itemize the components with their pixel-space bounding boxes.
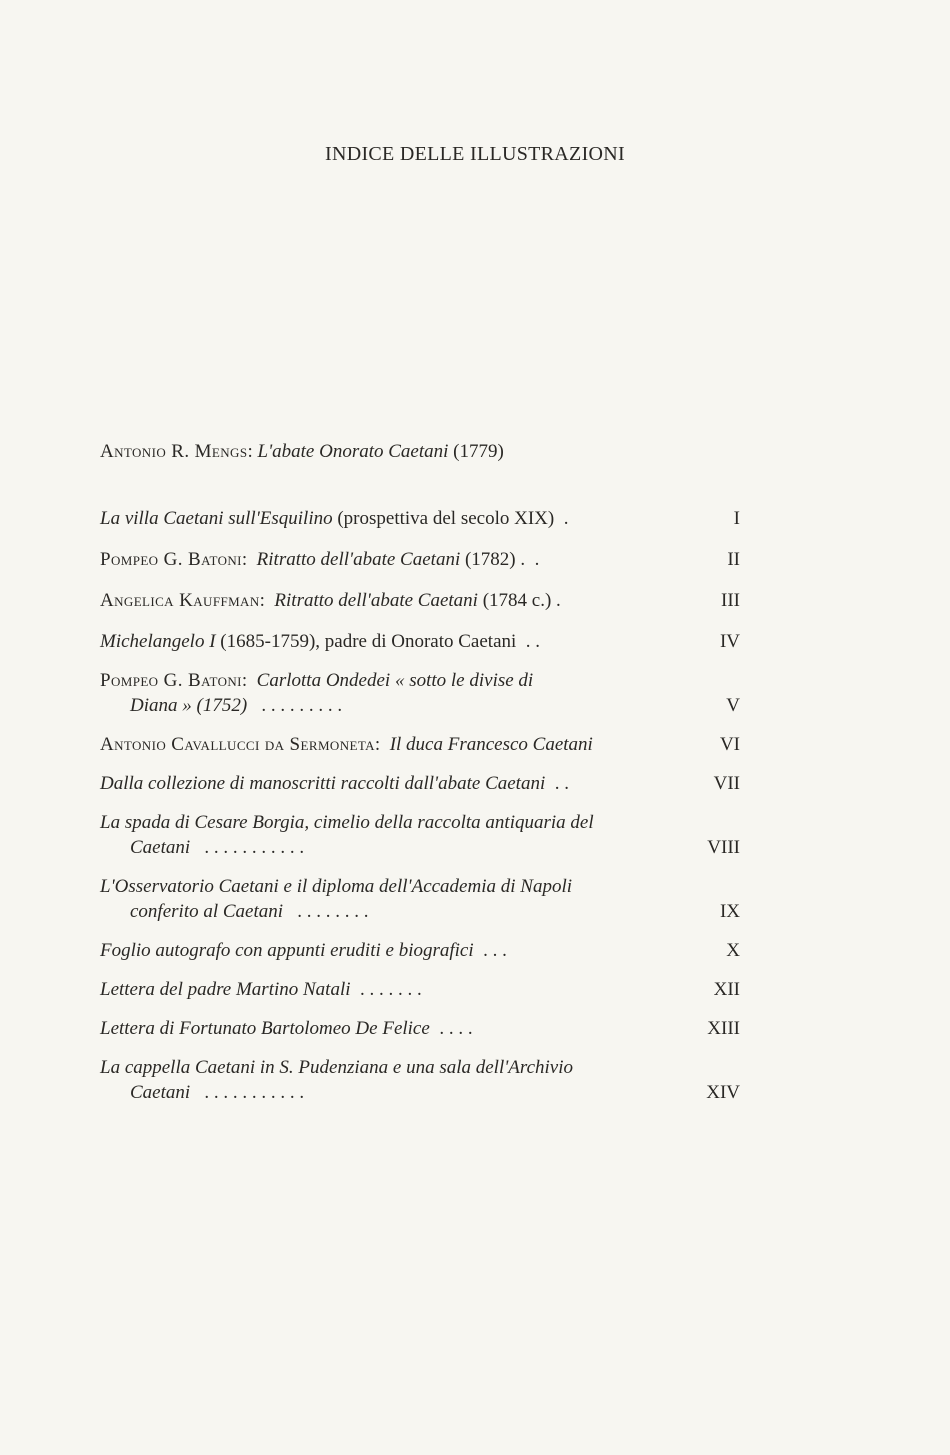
entry-continuation xyxy=(100,899,668,924)
list-item xyxy=(100,771,740,796)
entry-detail: (1685-1759), padre di Onorato Caetani xyxy=(220,631,517,652)
leader-dots: . . xyxy=(554,773,569,794)
entry-title: Ritratto dell'abate Caetani xyxy=(256,549,461,570)
plate-number: XIV xyxy=(706,1082,740,1103)
leader-dots: . . xyxy=(525,631,541,652)
entry-line: Pompeo G. Batoni: Carlotta Ondedei « sotto le divise di xyxy=(100,670,534,691)
plate-number: XIII xyxy=(707,1018,740,1039)
leader-dots: . xyxy=(534,549,540,570)
entry-detail: (1782) . xyxy=(464,549,526,570)
plate-number: I xyxy=(733,508,740,529)
list-item xyxy=(100,874,740,924)
frontispiece-separator: : xyxy=(247,441,253,462)
entry-line xyxy=(100,771,668,796)
entry-title: La villa Caetani sull'Esquilino xyxy=(100,508,333,529)
entry-title: Michelangelo I xyxy=(100,631,216,652)
entry-line xyxy=(100,1055,668,1080)
entry-author: Pompeo G. Batoni xyxy=(100,549,242,570)
frontispiece-caption xyxy=(100,440,740,464)
entry-continuation xyxy=(100,835,668,860)
entry-continuation-text: Caetani xyxy=(130,1082,191,1103)
entry-line xyxy=(100,506,668,531)
entry-continuation xyxy=(100,1080,668,1105)
entry-title: La cappella Caetani in S. Pudenziana e una sala dell'Archivio xyxy=(100,1057,574,1078)
plate-number: IV xyxy=(719,631,740,652)
leader-dots: . . . . xyxy=(439,1018,473,1039)
entry-line xyxy=(100,874,668,899)
leader-dots: . xyxy=(563,508,569,529)
entry-line xyxy=(100,810,668,835)
list-item xyxy=(100,668,740,718)
entry-title: Ritratto dell'abate Caetani xyxy=(274,590,478,611)
entry-title: Lettera del padre Martino Natali xyxy=(100,979,351,1000)
leader-dots: . . . . . . . . xyxy=(297,901,369,922)
entry-title: Carlotta Ondedei « sotto le divise di xyxy=(256,670,534,691)
plate-number: X xyxy=(726,940,740,961)
list-item xyxy=(100,1016,740,1041)
plate-number: XII xyxy=(713,979,740,1000)
entry-line xyxy=(100,977,668,1002)
leader-dots: . . . . . . . . . . . xyxy=(204,837,305,858)
entry-author: Angelica Kauffman xyxy=(100,590,260,611)
plate-number: VIII xyxy=(707,837,740,858)
entry-title: Foglio autografo con appunti eruditi e biografici xyxy=(100,940,474,961)
frontispiece-date: (1779) xyxy=(453,441,504,462)
entry-detail: (1784 c.) . xyxy=(482,590,561,611)
entry-author: Antonio Cavallucci da Sermoneta xyxy=(100,734,375,755)
entry-continuation xyxy=(100,693,668,718)
list-item xyxy=(100,506,740,531)
plate-number: VII xyxy=(713,773,740,794)
entry-line xyxy=(100,629,668,654)
entry-author: Pompeo G. Batoni xyxy=(100,670,242,691)
entry-title: Il duca Francesco Caetani xyxy=(389,734,593,755)
plate-number: II xyxy=(727,549,740,570)
list-item xyxy=(100,547,740,572)
entry-line xyxy=(100,938,668,963)
plate-number: VI xyxy=(719,734,740,755)
entry-line: Antonio Cavallucci da Sermoneta: Il duca Francesco Caetani xyxy=(100,734,593,755)
plate-number: IX xyxy=(719,901,740,922)
entry-title: Lettera di Fortunato Bartolomeo De Felice xyxy=(100,1018,430,1039)
entry-line: Angelica Kauffman: Ritratto dell'abate Caetani (1784 c.) . xyxy=(100,590,561,611)
plate-number: III xyxy=(721,590,740,611)
list-item xyxy=(100,977,740,1002)
page-heading: INDICE DELLE ILLUSTRAZIONI xyxy=(325,143,625,165)
entry-line: Pompeo G. Batoni: Ritratto dell'abate Caetani (1782) . . xyxy=(100,549,540,570)
entry-continuation-text: Caetani xyxy=(130,837,191,858)
illustrations-list xyxy=(100,506,740,1105)
entry-continuation-text: conferito al Caetani xyxy=(130,901,284,922)
leader-dots: . . . . . . . xyxy=(360,979,422,1000)
leader-dots: . . . . . . . . . . . xyxy=(204,1082,305,1103)
entry-detail: (prospettiva del secolo XIX) xyxy=(337,508,555,529)
list-item xyxy=(100,588,740,613)
list-item xyxy=(100,810,740,860)
frontispiece-author: Antonio R. Mengs xyxy=(100,441,248,462)
plate-number: V xyxy=(726,695,740,716)
leader-dots: . . . xyxy=(483,940,507,961)
list-item xyxy=(100,732,740,757)
frontispiece-title: L'abate Onorato Caetani xyxy=(257,441,449,462)
entry-title: La spada di Cesare Borgia, cimelio della raccolta antiquaria del xyxy=(100,812,594,833)
list-item xyxy=(100,1055,740,1105)
entry-title: Dalla collezione di manoscritti raccolti dall'abate Caetani xyxy=(100,773,546,794)
entry-line xyxy=(100,1016,668,1041)
list-item xyxy=(100,629,740,654)
list-item xyxy=(100,938,740,963)
leader-dots: . . . . . . . . . xyxy=(261,695,343,716)
entry-continuation-text: Diana » (1752) xyxy=(130,695,248,716)
entry-title: L'Osservatorio Caetani e il diploma dell'Accademia di Napoli xyxy=(100,876,573,897)
